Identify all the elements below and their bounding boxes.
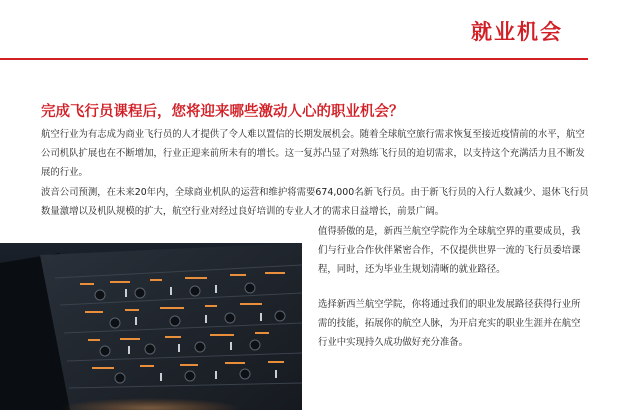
paragraph-industry-opportunity: 航空行业为有志成为商业飞行员的人才提供了令人难以置信的长期发展机会。随着全球航空旅行需求恢复至接近疫情前的水平，航空公司机队扩展也在不断增加，行业正迎来前所未有的增长。这一复苏凸显了对熟练飞行员的迫切需求，以支持这个充满活力且不断发展的行业。 xyxy=(41,129,585,178)
section-title: 就业机会 xyxy=(471,20,563,44)
header-divider xyxy=(0,58,588,60)
headline: 完成飞行员课程后，您将迎来哪些激动人心的职业机会？ xyxy=(41,104,404,120)
paragraph-academy-partnership: 值得骄傲的是，新西兰航空学院作为全球航空界的重要成员，我们与行业合作伙伴紧密合作，不仅提供世界一流的飞行员委培课程，同时，还为毕业生规划清晰的就业路径。 xyxy=(318,226,581,275)
cockpit-photo xyxy=(0,243,302,410)
paragraph-boeing-forecast: 波音公司预测，在未来20年内，全球商业机队的运营和维护将需要674,000名新飞行员。由于新飞行员的入行人数减少、退休飞行员数量激增以及机队规模的扩大，航空行业对经过良好培训的专业人才的需求日益增长，前景广阔。 xyxy=(41,187,589,217)
paragraph-career-path: 选择新西兰航空学院，你将通过我们的职业发展路径获得行业所需的技能，拓展你的航空人脉，为开启充实的职业生涯并在航空行业中实现持久成功做好充分准备。 xyxy=(318,299,581,348)
